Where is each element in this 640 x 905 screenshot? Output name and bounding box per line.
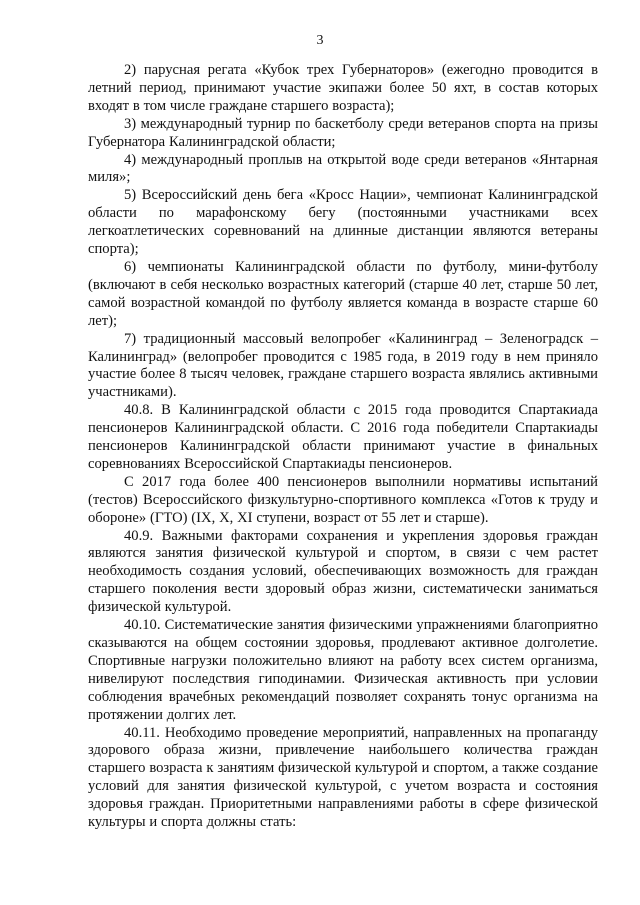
page-number: 3 [316, 33, 324, 48]
paragraph-gto: С 2017 года более 400 пенсионеров выполнили нормативы испытаний (тестов) Всероссийского физкультурно-спортивного комплекса «Готов к труду и обороне» (ГТО) (IX, X, XI ступени, возраст от 55 лет и старше). [88, 473, 598, 526]
section-40-9: 40.9. Важными факторами сохранения и укрепления здоровья граждан являются занятия физической культурой и спортом, в связи с чем растет необходимость создания условий, обеспечивающих возможность для граждан старшего поколения вести здоровый образ жизни, систематически заниматься физической культурой. [88, 527, 598, 616]
list-item-regatta: 2) парусная регата «Кубок трех Губернаторов» (ежегодно проводится в летний период, принимают участие экипажи более 50 яхт, в состав которых входят в том числе граждане старшего возраста); [88, 62, 598, 114]
list-item-swim: 4) международный проплыв на открытой воде среди ветеранов «Янтарная миля»; [88, 151, 598, 186]
section-40-8: 40.8. В Калининградской области с 2015 года проводится Спартакиада пенсионеров Калининградской области. С 2016 года победители Спартакиады пенсионеров Калининградской области принимают участие в финальных соревнованиях Всероссийской Спартакиады пенсионеров. [88, 402, 598, 472]
document-body [88, 62, 598, 832]
list-item-running: 5) Всероссийский день бега «Кросс Нации», чемпионат Калининградской области по марафонскому бегу (постоянными участниками всех легкоатлетических соревнований на длинные дистанции являются ветераны спорта); [88, 187, 598, 258]
list-item-cycling: 7) традиционный массовый велопробег «Калининград – Зеленоградск – Калининград» (велопробег проводится с 1985 года, в 2019 году в нем приняло участие более 8 тысяч человек, граждане старшего возраста являлись активными участниками). [88, 330, 598, 401]
list-item-basketball: 3) международный турнир по баскетболу среди ветеранов спорта на призы Губернатора Калининградской области; [88, 115, 598, 150]
list-item-football: 6) чемпионаты Калининградской области по футболу, мини-футболу (включают в себя несколько возрастных категорий (старше 40 лет, старше 50 лет, самой возрастной командой по футболу является команда в возрасте старше 60 лет); [88, 258, 598, 329]
section-40-11: 40.11. Необходимо проведение мероприятий, направленных на пропаганду здорового образа жизни, привлечение наибольшего количества граждан старшего возраста к занятиям физической культурой и спортом, а также создание условий для занятия физической культурой, с учетом возраста и состояния здоровья граждан. Приоритетными направлениями работы в сфере физической культуры и спорта должны стать: [88, 724, 598, 831]
section-40-10: 40.10. Систематические занятия физическими упражнениями благоприятно сказываются на общем состоянии здоровья, продлевают активное долголетие. Спортивные нагрузки положительно влияют на работу всех систем организма, нивелируют последствия гиподинамии. Физическая активность при условии соблюдения врачебных рекомендаций позволяет сохранять тонус организма на протяжении долгих лет. [88, 617, 598, 723]
